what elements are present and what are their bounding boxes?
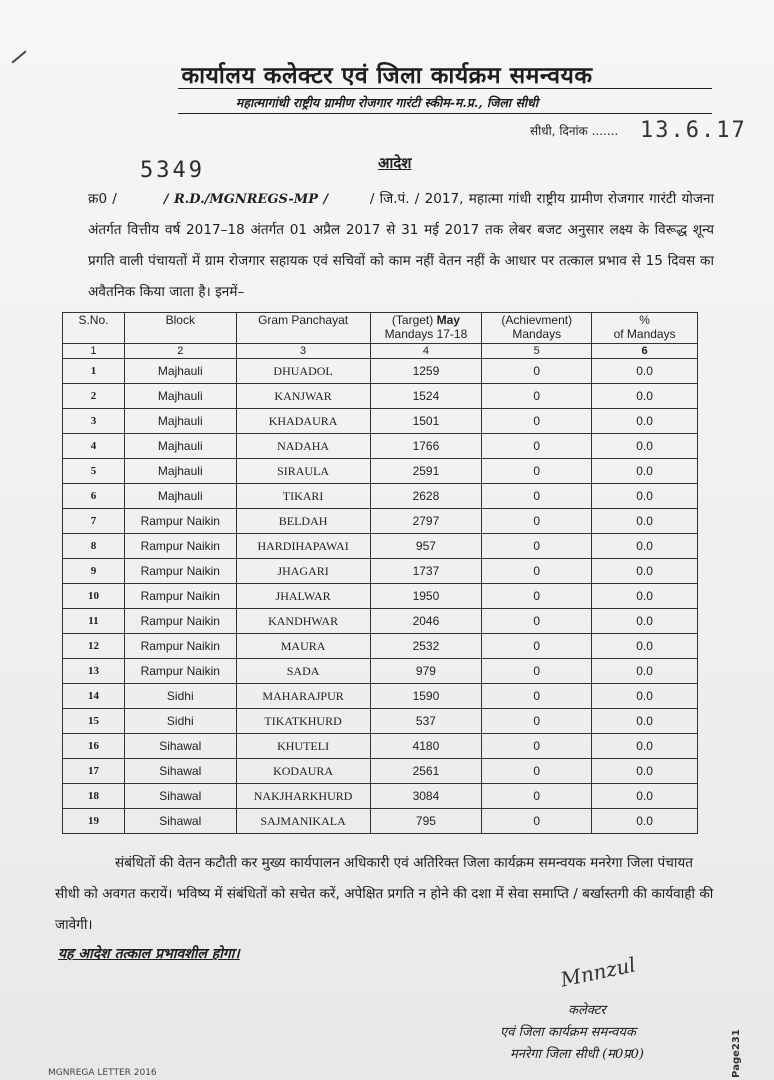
cell-sno: 14: [63, 684, 125, 709]
cell-block: Sihawal: [124, 734, 236, 759]
cell-sno: 4: [63, 434, 125, 459]
cell-achievement: 0: [482, 659, 592, 684]
achievement-unit: Mandays: [512, 327, 562, 341]
cell-percent: 0.0: [592, 409, 698, 434]
percent-label: %: [639, 313, 650, 327]
cell-achievement: 0: [482, 384, 592, 409]
cell-block: Rampur Naikin: [124, 659, 236, 684]
ref-prefix: क्र0 /: [88, 191, 117, 207]
cell-gram-panchayat: JHALWAR: [236, 584, 370, 609]
cell-sno: 15: [63, 709, 125, 734]
cell-gram-panchayat: NADAHA: [236, 434, 370, 459]
cell-achievement: 0: [482, 559, 592, 584]
ref-suffix: / जि.पं. / 2017,: [369, 191, 464, 207]
achievement-label: (Achievment): [501, 313, 573, 327]
gram-panchayat-table: [62, 312, 698, 834]
cell-block: Rampur Naikin: [124, 584, 236, 609]
cell-gram-panchayat: KANJWAR: [236, 384, 370, 409]
order-body-text: महात्मा गांधी राष्ट्रीय ग्रामीण रोजगार गारंटी योजना अंतर्गत वित्तीय वर्ष 2017–18 अंतर्गत 01 अप्रैल 2017 से 31 मई 2017 तक लेबर बजट अनुसार लक्ष्य के विरूद्ध शून्य प्रगति वाली पंचायतों में ग्राम रोजगार सहायक एवं सचिवों को काम नहीं वेतन नहीं के आधार पर तत्काल प्रभाव से 15 दिवस का अवैतनिक किया जाता है। इनमें–: [88, 191, 715, 300]
table-row: [63, 559, 698, 584]
cell-block: Sihawal: [124, 809, 236, 834]
cell-block: Sidhi: [124, 684, 236, 709]
cell-achievement: 0: [482, 609, 592, 634]
table-row: [63, 509, 698, 534]
cell-block: Sihawal: [124, 759, 236, 784]
cell-percent: 0.0: [592, 659, 698, 684]
cell-sno: 1: [63, 359, 125, 384]
cell-gram-panchayat: KODAURA: [236, 759, 370, 784]
cell-sno: 12: [63, 634, 125, 659]
col-header-achievement: [482, 313, 592, 344]
cell-target: 2797: [370, 509, 482, 534]
signatory-title: कलेक्टर: [568, 1003, 606, 1018]
cell-block: Majhauli: [124, 359, 236, 384]
cell-target: 1766: [370, 434, 482, 459]
table-row: [63, 809, 698, 834]
cell-achievement: 0: [482, 509, 592, 534]
table-row: [63, 359, 698, 384]
ref-code: / R.D./MGNREGS-MP /: [163, 192, 329, 207]
cell-block: Rampur Naikin: [124, 509, 236, 534]
cell-percent: 0.0: [592, 459, 698, 484]
cell-gram-panchayat: HARDIHAPAWAI: [236, 534, 370, 559]
cell-percent: 0.0: [592, 709, 698, 734]
table-row: [63, 659, 698, 684]
cell-block: Majhauli: [124, 484, 236, 509]
col-number: 3: [236, 344, 370, 359]
percent-unit: of Mandays: [613, 327, 676, 341]
col-number: 1: [63, 344, 125, 359]
subtitle-rule: [178, 113, 712, 114]
cell-block: Majhauli: [124, 459, 236, 484]
target-month: May: [436, 313, 460, 327]
signatory-office: मनरेगा जिला सीधी (म0प्र0): [510, 1047, 644, 1062]
col-number: 2: [124, 344, 236, 359]
cell-gram-panchayat: KHUTELI: [236, 734, 370, 759]
col-number: 5: [482, 344, 592, 359]
cell-achievement: 0: [482, 459, 592, 484]
cell-achievement: 0: [482, 709, 592, 734]
table-row: [63, 634, 698, 659]
cell-percent: 0.0: [592, 784, 698, 809]
office-subtitle: महात्मागांधी राष्ट्रीय ग्रामीण रोजगार गारंटी स्कीम-म.प्र., जिला सीधी: [235, 95, 539, 110]
signatory-designation: एवं जिला कार्यक्रम समन्वयक: [500, 1025, 636, 1040]
col-number: 4: [370, 344, 482, 359]
target-label: (Target): [391, 313, 434, 327]
cell-gram-panchayat: TIKATKHURD: [236, 709, 370, 734]
cell-percent: 0.0: [592, 734, 698, 759]
cell-achievement: 0: [482, 734, 592, 759]
cell-block: Rampur Naikin: [124, 534, 236, 559]
table-row: [63, 734, 698, 759]
cell-block: Rampur Naikin: [124, 634, 236, 659]
cell-sno: 2: [63, 384, 125, 409]
cell-percent: 0.0: [592, 634, 698, 659]
cell-achievement: 0: [482, 684, 592, 709]
cell-percent: 0.0: [592, 809, 698, 834]
col-header-gram-panchayat: Gram Panchayat: [236, 313, 370, 344]
cell-sno: 11: [63, 609, 125, 634]
title-rule: [178, 88, 712, 89]
cell-gram-panchayat: NAKJHARKHURD: [236, 784, 370, 809]
cell-target: 979: [370, 659, 482, 684]
table-row: [63, 684, 698, 709]
col-header-percent: [592, 313, 698, 344]
col-number: 6: [592, 344, 698, 359]
cell-target: 1590: [370, 684, 482, 709]
order-heading: आदेश: [378, 154, 412, 172]
cell-block: Majhauli: [124, 409, 236, 434]
cell-sno: 19: [63, 809, 125, 834]
cell-gram-panchayat: MAHARAJPUR: [236, 684, 370, 709]
table-row: [63, 709, 698, 734]
cell-gram-panchayat: TIKARI: [236, 484, 370, 509]
cell-target: 537: [370, 709, 482, 734]
cell-sno: 10: [63, 584, 125, 609]
page-number: Page231: [730, 1029, 742, 1078]
handwritten-order-number: 5349: [140, 158, 205, 183]
cell-target: 1524: [370, 384, 482, 409]
cell-percent: 0.0: [592, 359, 698, 384]
cell-gram-panchayat: KHADAURA: [236, 409, 370, 434]
cell-target: 4180: [370, 734, 482, 759]
cell-percent: 0.0: [592, 759, 698, 784]
cell-target: 2561: [370, 759, 482, 784]
date-label: सीधी, दिनांक .......: [530, 124, 619, 138]
cell-achievement: 0: [482, 434, 592, 459]
table-row: [63, 434, 698, 459]
cell-gram-panchayat: SIRAULA: [236, 459, 370, 484]
cell-block: Majhauli: [124, 384, 236, 409]
col-header-target: [370, 313, 482, 344]
closing-paragraph: संबंधितों की वेतन कटौती कर मुख्य कार्यपालन अधिकारी एवं अतिरिक्त जिला कार्यक्रम समन्वयक मनरेगा जिला पंचायत सीधी को अवगत करायें। भविष्य में संबंधितों को सचेत करें, अपेक्षित प्रगति न होने की दशा में सेवा समाप्ति / बर्खास्तगी की कार्यवाही की जावेगी।: [55, 855, 714, 933]
table-row: [63, 759, 698, 784]
table-row: [63, 384, 698, 409]
cell-block: Rampur Naikin: [124, 559, 236, 584]
cell-sno: 9: [63, 559, 125, 584]
cell-achievement: 0: [482, 584, 592, 609]
cell-sno: 6: [63, 484, 125, 509]
cell-achievement: 0: [482, 534, 592, 559]
cell-block: Rampur Naikin: [124, 609, 236, 634]
cell-target: 957: [370, 534, 482, 559]
cell-target: 2628: [370, 484, 482, 509]
cell-gram-panchayat: JHAGARI: [236, 559, 370, 584]
cell-achievement: 0: [482, 759, 592, 784]
table-row: [63, 534, 698, 559]
table-header-row: [63, 313, 698, 344]
table-row: [63, 409, 698, 434]
cell-sno: 5: [63, 459, 125, 484]
cell-target: 3084: [370, 784, 482, 809]
col-header-sno: S.No.: [63, 313, 125, 344]
cell-percent: 0.0: [592, 559, 698, 584]
cell-sno: 18: [63, 784, 125, 809]
order-body: [88, 184, 714, 308]
cell-achievement: 0: [482, 809, 592, 834]
cell-target: 1950: [370, 584, 482, 609]
cell-percent: 0.0: [592, 534, 698, 559]
cell-gram-panchayat: KANDHWAR: [236, 609, 370, 634]
cell-achievement: 0: [482, 784, 592, 809]
cell-percent: 0.0: [592, 434, 698, 459]
cell-percent: 0.0: [592, 509, 698, 534]
cell-block: Majhauli: [124, 434, 236, 459]
table-row: [63, 784, 698, 809]
cell-gram-panchayat: DHUADOL: [236, 359, 370, 384]
table-row: [63, 459, 698, 484]
cell-percent: 0.0: [592, 584, 698, 609]
cell-sno: 17: [63, 759, 125, 784]
cell-target: 2532: [370, 634, 482, 659]
handwritten-date: 13.6.17: [640, 118, 747, 143]
table-row: [63, 584, 698, 609]
cell-gram-panchayat: SAJMANIKALA: [236, 809, 370, 834]
cell-target: 1501: [370, 409, 482, 434]
table-row: [63, 609, 698, 634]
cell-percent: 0.0: [592, 684, 698, 709]
footer-left-text: MGNREGA LETTER 2016: [48, 1068, 157, 1078]
cell-achievement: 0: [482, 409, 592, 434]
signature: Mnnzul: [558, 952, 638, 992]
target-unit: Mandays 17-18: [384, 327, 468, 341]
cell-achievement: 0: [482, 484, 592, 509]
cell-percent: 0.0: [592, 384, 698, 409]
cell-sno: 8: [63, 534, 125, 559]
effective-immediately-line: यह आदेश तत्काल प्रभावशील होगा।: [58, 946, 240, 962]
cell-target: 2591: [370, 459, 482, 484]
cell-block: Sihawal: [124, 784, 236, 809]
cell-achievement: 0: [482, 634, 592, 659]
cell-target: 2046: [370, 609, 482, 634]
cell-percent: 0.0: [592, 484, 698, 509]
table-row: [63, 484, 698, 509]
cell-gram-panchayat: BELDAH: [236, 509, 370, 534]
cell-target: 1737: [370, 559, 482, 584]
cell-achievement: 0: [482, 359, 592, 384]
cell-target: 1259: [370, 359, 482, 384]
cell-percent: 0.0: [592, 609, 698, 634]
cell-gram-panchayat: SADA: [236, 659, 370, 684]
cell-block: Sidhi: [124, 709, 236, 734]
cell-sno: 7: [63, 509, 125, 534]
cell-sno: 13: [63, 659, 125, 684]
cell-sno: 3: [63, 409, 125, 434]
cell-target: 795: [370, 809, 482, 834]
cell-sno: 16: [63, 734, 125, 759]
office-title: कार्यालय कलेक्टर एवं जिला कार्यक्रम समन्वयक: [181, 62, 593, 89]
cell-gram-panchayat: MAURA: [236, 634, 370, 659]
col-header-block: Block: [124, 313, 236, 344]
column-number-row: [63, 344, 698, 359]
